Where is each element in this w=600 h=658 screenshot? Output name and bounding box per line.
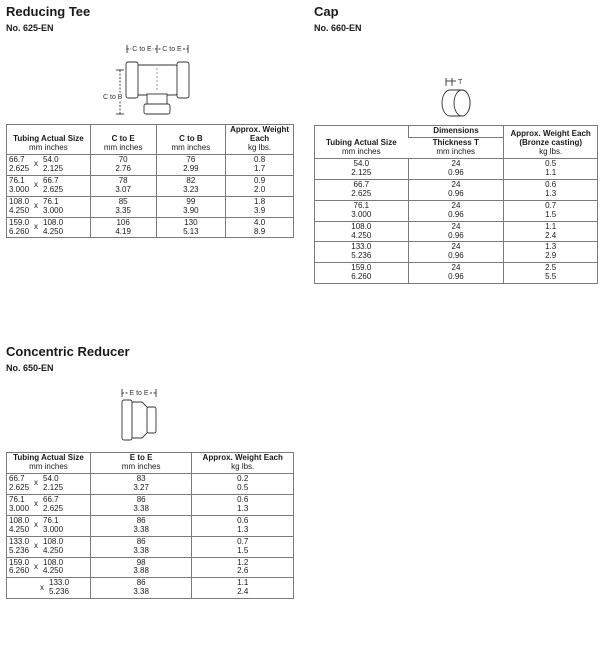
cap-header-thickness: Thickness T mm inches [408, 137, 504, 158]
tee-size-cell: 108.0 4.250 x 76.1 3.000 [7, 196, 91, 217]
reducer-weight-cell: 0.6 1.3 [192, 515, 294, 536]
reducer-header-weight: Approx. Weight Each kg lbs. [192, 453, 294, 474]
tee-c-to-b-cell: 76 2.99 [156, 154, 226, 175]
reducing-tee-table [6, 124, 294, 238]
tee-c-to-b-cell: 82 3.23 [156, 175, 226, 196]
tee-size-cell: 66.7 2.625 x 54.0 2.125 [7, 154, 91, 175]
cap-heading [314, 4, 362, 33]
cap-weight-cell: 0.7 1.5 [504, 200, 598, 221]
reducing-tee-part-no: No. 625-EN [6, 23, 54, 33]
reducer-size-cell: x 133.0 5.236 [7, 578, 91, 599]
tee-weight-cell: 0.9 2.0 [226, 175, 294, 196]
tee-size-cell: 76.1 3.000 x 66.7 2.625 [7, 175, 91, 196]
tee-header-weight: Approx. Weight Each kg lbs. [226, 125, 294, 155]
table-row [7, 175, 294, 196]
cap-thickness-cell: 24 0.96 [408, 221, 504, 242]
tee-c-to-b-cell: 130 5.13 [156, 217, 226, 238]
cap-size-cell: 108.0 4.250 [315, 221, 409, 242]
table-row [7, 154, 294, 175]
cap-thickness-cell: 24 0.96 [408, 263, 504, 284]
tee-c-to-e-cell: 106 4.19 [90, 217, 156, 238]
reducer-size-cell: 159.0 6.260 x 108.0 4.250 [7, 557, 91, 578]
tee-c-to-e-left-label: C to E [132, 46, 152, 53]
table-row [315, 242, 598, 263]
table-row [7, 494, 294, 515]
reducer-weight-cell: 1.1 2.4 [192, 578, 294, 599]
table-row [7, 557, 294, 578]
tee-c-to-b-label: C to B [103, 94, 123, 101]
reducer-size-cell: 108.0 4.250 x 76.1 3.000 [7, 515, 91, 536]
table-row [7, 536, 294, 557]
tee-weight-cell: 0.8 1.7 [226, 154, 294, 175]
tee-c-to-e-right-label: C to E [162, 46, 182, 53]
reducer-weight-cell: 0.7 1.5 [192, 536, 294, 557]
cap-size-cell: 66.7 2.625 [315, 179, 409, 200]
table-row [315, 200, 598, 221]
tee-size-cell: 159.0 6.260 x 108.0 4.250 [7, 217, 91, 238]
reducer-e-to-e-cell: 83 3.27 [90, 473, 192, 494]
reducing-tee-title: Reducing Tee [6, 4, 91, 19]
cap-part-no: No. 660-EN [314, 23, 362, 33]
cap-header-weight: Approx. Weight Each (Bronze casting) kg lbs. [504, 126, 598, 159]
cap-size-cell: 54.0 2.125 [315, 158, 409, 179]
reducer-e-to-e-cell: 86 3.38 [90, 578, 192, 599]
table-row [315, 179, 598, 200]
tee-header-c-to-e: C to E mm inches [90, 125, 156, 155]
reducer-header-e-to-e: E to E mm inches [90, 453, 192, 474]
reducing-tee-heading [6, 4, 90, 33]
tee-c-to-e-cell: 70 2.76 [90, 154, 156, 175]
cap-size-cell: 76.1 3.000 [315, 200, 409, 221]
reducer-size-cell: 66.7 2.625 x 54.0 2.125 [7, 473, 91, 494]
reducer-size-cell: 133.0 5.236 x 108.0 4.250 [7, 536, 91, 557]
tee-c-to-e-cell: 85 3.35 [90, 196, 156, 217]
reducer-header-size: Tubing Actual Size mm inches [7, 453, 91, 474]
concentric-reducer-table [6, 452, 294, 599]
cap-header-dimensions: Dimensions [408, 126, 504, 138]
table-row [7, 473, 294, 494]
cap-title: Cap [314, 4, 339, 19]
cap-t-label: T [458, 79, 463, 86]
cap-size-cell: 133.0 5.236 [315, 242, 409, 263]
table-row [315, 263, 598, 284]
tee-c-to-e-cell: 78 3.07 [90, 175, 156, 196]
reducer-e-to-e-label: E to E [129, 390, 149, 397]
tee-header-c-to-b: C to B mm inches [156, 125, 226, 155]
cap-weight-cell: 1.1 2.4 [504, 221, 598, 242]
reducer-weight-cell: 1.2 2.6 [192, 557, 294, 578]
reducer-e-to-e-cell: 86 3.38 [90, 536, 192, 557]
tee-weight-cell: 1.8 3.9 [226, 196, 294, 217]
cap-header-size: Tubing Actual Size mm inches [315, 126, 409, 159]
reducer-e-to-e-cell: 86 3.38 [90, 494, 192, 515]
reducing-tee-diagram [100, 40, 210, 122]
table-row [7, 196, 294, 217]
reducer-e-to-e-cell: 86 3.38 [90, 515, 192, 536]
concentric-reducer-title: Concentric Reducer [6, 344, 130, 359]
table-row [7, 515, 294, 536]
cap-weight-cell: 0.5 1.1 [504, 158, 598, 179]
concentric-reducer-diagram [118, 384, 168, 444]
cap-size-cell: 159.0 6.260 [315, 263, 409, 284]
concentric-reducer-heading [6, 344, 130, 373]
tee-c-to-b-cell: 99 3.90 [156, 196, 226, 217]
table-row [315, 158, 598, 179]
cap-thickness-cell: 24 0.96 [408, 179, 504, 200]
cap-weight-cell: 1.3 2.9 [504, 242, 598, 263]
cap-weight-cell: 2.5 5.5 [504, 263, 598, 284]
concentric-reducer-part-no: No. 650-EN [6, 363, 54, 373]
table-row [7, 578, 294, 599]
cap-thickness-cell: 24 0.96 [408, 158, 504, 179]
cap-thickness-cell: 24 0.96 [408, 242, 504, 263]
reducer-weight-cell: 0.6 1.3 [192, 494, 294, 515]
reducer-size-cell: 76.1 3.000 x 66.7 2.625 [7, 494, 91, 515]
tee-header-size: Tubing Actual Size mm inches [7, 125, 91, 155]
reducer-weight-cell: 0.2 0.5 [192, 473, 294, 494]
table-row [7, 217, 294, 238]
reducer-e-to-e-cell: 98 3.88 [90, 557, 192, 578]
cap-diagram [436, 76, 476, 118]
tee-weight-cell: 4.0 8.9 [226, 217, 294, 238]
cap-weight-cell: 0.6 1.3 [504, 179, 598, 200]
cap-table [314, 125, 598, 284]
cap-thickness-cell: 24 0.96 [408, 200, 504, 221]
table-row [315, 221, 598, 242]
